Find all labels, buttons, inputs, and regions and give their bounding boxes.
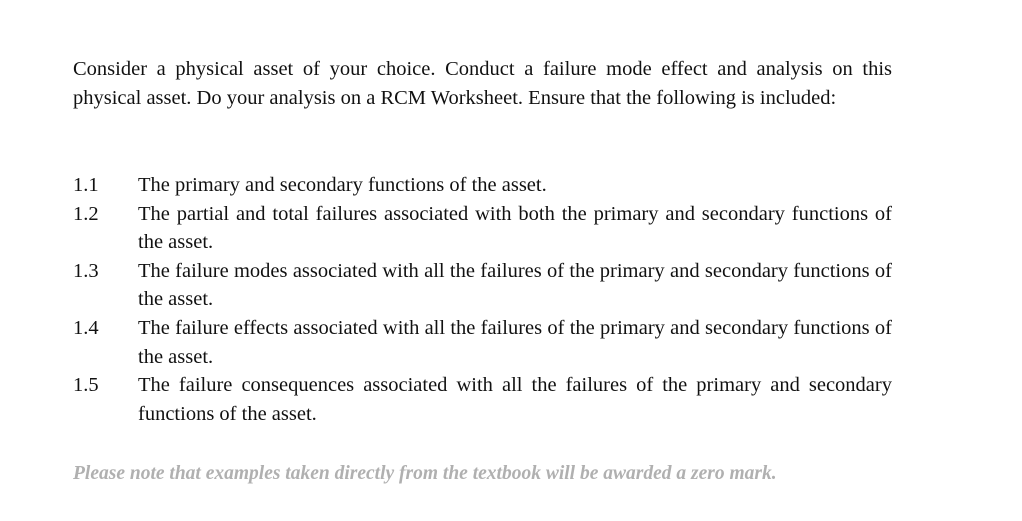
requirement-number: 1.2 <box>73 202 99 225</box>
requirement-number: 1.5 <box>73 374 99 397</box>
requirement-number: 1.4 <box>73 316 99 339</box>
requirement-item-1-2 <box>73 200 892 257</box>
requirement-item-1-1 <box>73 171 892 200</box>
textbook-warning-note: Please note that examples taken directly from the textbook will be awarded a zero mark. <box>73 463 777 485</box>
assignment-document <box>73 55 892 488</box>
requirement-text: The failure modes associated with all the failures of the primary and secondary functions of the asset. <box>138 259 892 311</box>
requirement-text: The partial and total failures associated with both the primary and secondary functions of the asset. <box>138 202 892 254</box>
requirement-item-1-4 <box>73 314 892 371</box>
intro-paragraph: Consider a physical asset of your choice. Conduct a failure mode effect and analysis on this physical asset. Do your analysis on a RCM Worksheet. Ensure that the following is included: <box>73 58 892 109</box>
requirement-text: The failure effects associated with all the failures of the primary and secondary functions of the asset. <box>138 316 892 368</box>
requirement-number: 1.3 <box>73 259 99 282</box>
requirement-text: The primary and secondary functions of the asset. <box>138 174 547 196</box>
requirement-item-1-3 <box>73 257 892 314</box>
requirement-text: The failure consequences associated with all the failures of the primary and secondary functions of the asset. <box>138 374 892 425</box>
requirement-item-1-5 <box>73 371 892 428</box>
requirements-list <box>73 171 892 428</box>
requirement-number: 1.1 <box>73 174 99 196</box>
